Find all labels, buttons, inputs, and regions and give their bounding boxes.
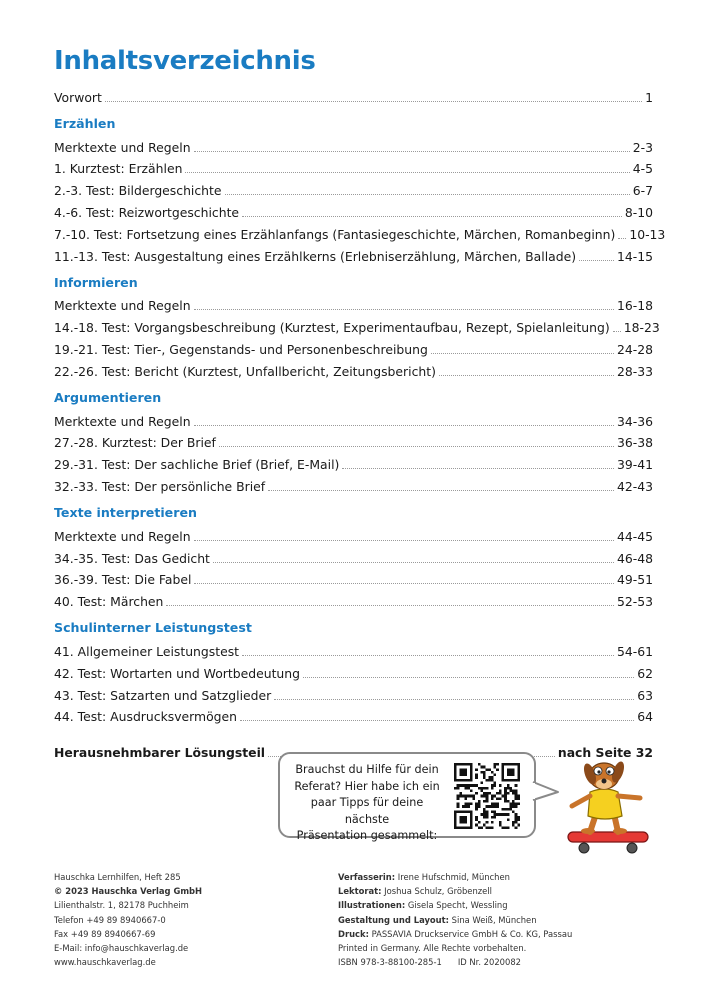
toc-entry-title: 32.-33. Test: Der persönliche Brief [54,478,266,494]
imprint-line: Lilienthalstr. 1, 82178 Puchheim [54,900,189,911]
toc-entry-title: Merktexte und Regeln [54,528,191,544]
toc-row [54,408,653,430]
dot-leader [342,468,614,469]
toc-entry-page: 44-45 [616,528,653,544]
toc-entry-title: 29.-31. Test: Der sachliche Brief (Brief, E-Mail) [54,457,340,473]
imprint-value: Sina Weiß, München [451,914,537,925]
imprint-value: PASSAVIA Druckservice GmbH & Co. KG, Passau [371,928,573,939]
imprint-label: Verfasserin: [338,872,396,882]
dot-leader [242,655,614,656]
toc-entry-title: 7.-10. Test: Fortsetzung eines Erzählanfangs (Fantasiegeschichte, Märchen, Romanbeginn) [54,226,616,242]
dot-leader [194,151,630,152]
imprint-value: Joshua Schulz, Gröbenzell [384,886,492,897]
dot-leader [105,101,642,102]
toc-entry-title: 27.-28. Kurztest: Der Brief [54,435,216,451]
imprint-value: Gisela Specht, Wessling [407,900,508,911]
toc-section-heading: Schulinterner Leistungstest [54,620,252,636]
imprint-line: © 2023 Hauschka Verlag GmbH [54,886,203,897]
toc-entry-page: 10-13 [629,226,666,242]
toc-entry-page: 28-33 [616,363,653,379]
toc-entry-title: 41. Allgemeiner Leistungstest [54,643,240,659]
toc-row [54,293,653,315]
toc-row [54,336,653,358]
toc-row [54,704,653,726]
toc-entry-title: 40. Test: Märchen [54,594,164,610]
dot-leader [194,583,614,584]
bubble-line: paar Tipps für deine nächste [310,796,424,826]
toc-entry-page: 6-7 [632,183,653,199]
toc-entry-title: 1. Kurztest: Erzählen [54,161,183,177]
toc-row-vorwort [54,84,653,106]
imprint-label: Gestaltung und Layout: [338,914,449,925]
toc-entry-page: 14-15 [616,248,653,264]
id-number: ID Nr. 2020082 [457,957,521,968]
toc-row [54,314,660,336]
dot-leader [225,194,630,195]
toc-entry-title: Herausnehmbarer Lösungsteil [54,745,266,761]
toc-entry-title: 44. Test: Ausdrucksvermögen [54,709,238,725]
imprint-label: Lektorat: [338,886,382,897]
toc-row [54,243,653,265]
toc-entry-title: 36.-39. Test: Die Fabel [54,572,192,588]
toc-entry-page: 8-10 [624,204,653,220]
toc-entry-page: 16-18 [616,298,653,314]
toc-entry-page: 36-38 [616,435,653,451]
toc-entry-title: 43. Test: Satzarten und Satzglieder [54,687,272,703]
toc-entry-page: 49-51 [616,572,653,588]
imprint-left [54,870,202,969]
dot-leader [240,720,634,721]
toc-row [54,638,653,660]
dot-leader [242,216,622,217]
dot-leader [439,375,614,376]
toc-section-heading: Erzählen [54,115,116,131]
imprint-email[interactable]: E-Mail: info@hauschkaverlag.de [54,943,189,954]
dot-leader [219,446,614,447]
toc-entry-page: 34-36 [616,413,653,429]
toc-entry-title: 22.-26. Test: Bericht (Kurztest, Unfallbericht, Zeitungsbericht) [54,363,436,379]
toc-row [54,567,653,589]
toc-row [54,660,653,682]
toc-entry-page: 24-28 [616,341,653,357]
toc-row [54,358,653,380]
toc-entry-page: 63 [637,687,653,703]
imprint-line [338,898,572,912]
toc-entry-page: 2-3 [632,139,653,155]
toc-row [54,156,653,178]
toc-entry-page: 52-53 [616,594,653,610]
imprint-website[interactable]: www.hauschkaverlag.de [54,957,156,968]
bubble-line: Präsentation gesammelt: [296,829,438,842]
page-title: Inhaltsverzeichnis [54,46,316,76]
imprint-value: Irene Hufschmid, München [397,872,510,882]
toc-entry-title: 34.-35. Test: Das Gedicht [54,550,210,566]
imprint-line [338,927,572,941]
toc-row [54,221,666,243]
toc-entry-page: nach Seite 32 [557,745,653,761]
dot-leader [194,540,614,541]
bubble-line: Referat? Hier habe ich ein [294,779,440,793]
toc-entry-title: 11.-13. Test: Ausgestaltung eines Erzählkerns (Erlebniserzählung, Märchen, Ballade) [54,248,577,264]
toc-row [54,523,653,545]
dot-leader [166,605,614,606]
imprint-line [338,913,572,927]
toc-row [54,682,653,704]
toc-entry-page: 18-23 [623,320,660,336]
toc-section-heading: Texte interpretieren [54,504,197,520]
bubble-line: Brauchst du Hilfe für dein [295,763,439,776]
imprint-line [338,884,572,898]
imprint-value: ISBN 978-3-88100-285-1 [338,957,442,968]
toc-row [54,451,653,473]
toc-entry-title: 19.-21. Test: Tier-, Gegenstands- und Personenbeschreibung [54,341,428,357]
imprint-line: Hauschka Lernhilfen, Heft 285 [54,872,181,882]
dot-leader [185,172,629,173]
dot-leader [274,699,634,700]
dot-leader [213,562,614,563]
speech-bubble-tail-icon [532,780,562,804]
imprint-label: Illustrationen: [338,900,406,911]
speech-bubble [278,752,536,842]
imprint-line [338,870,572,884]
imprint-label: Druck: [338,928,369,939]
speech-bubble-text [292,762,442,845]
toc-section-heading: Informieren [54,274,138,290]
toc-row [54,430,653,452]
toc-entry-page: 54-61 [616,643,653,659]
toc-entry-title: 42. Test: Wortarten und Wortbedeutung [54,665,301,681]
toc-row [54,134,653,156]
dot-leader [194,309,614,310]
toc-entry-title: Merktexte und Regeln [54,413,191,429]
toc-entry-title: 14.-18. Test: Vorgangsbeschreibung (Kurztest, Experimentaufbau, Rezept, Spielanleitung) [54,320,610,336]
table-of-contents [54,84,666,761]
toc-entry-page: 4-5 [632,161,653,177]
imprint-line [338,955,572,969]
toc-entry-page: 42-43 [616,478,653,494]
imprint-right [338,870,572,969]
dot-leader [618,238,626,239]
dot-leader [194,425,614,426]
imprint-line [338,941,572,955]
toc-entry-title: 4.-6. Test: Reizwortgeschichte [54,204,240,220]
imprint-value: Printed in Germany. Alle Rechte vorbehalten. [338,943,527,954]
toc-row [54,588,653,610]
dot-leader [431,353,614,354]
imprint-line: Telefon +49 89 8940667-0 [54,914,166,925]
dog-on-skateboard-icon [560,752,655,862]
toc-row [54,473,653,495]
toc-row [54,177,653,199]
toc-row [54,199,653,221]
imprint-line: Fax +49 89 8940667-69 [54,928,156,939]
toc-entry-page: 64 [637,709,653,725]
toc-entry-page: 46-48 [616,550,653,566]
dot-leader [613,331,621,332]
toc-entry-page: 1 [645,89,653,105]
toc-entry-title: Vorwort [54,89,102,105]
toc-section-heading: Argumentieren [54,389,162,405]
toc-entry-page: 39-41 [616,457,653,473]
toc-entry-title: 2.-3. Test: Bildergeschichte [54,183,222,199]
qr-code-icon[interactable] [454,763,520,829]
toc-entry-title: Merktexte und Regeln [54,298,191,314]
toc-sections [54,106,666,726]
toc-entry-page: 62 [637,665,653,681]
dot-leader [303,677,634,678]
toc-entry-title: Merktexte und Regeln [54,139,191,155]
toc-row [54,545,653,567]
dot-leader [268,490,614,491]
dot-leader [579,260,614,261]
